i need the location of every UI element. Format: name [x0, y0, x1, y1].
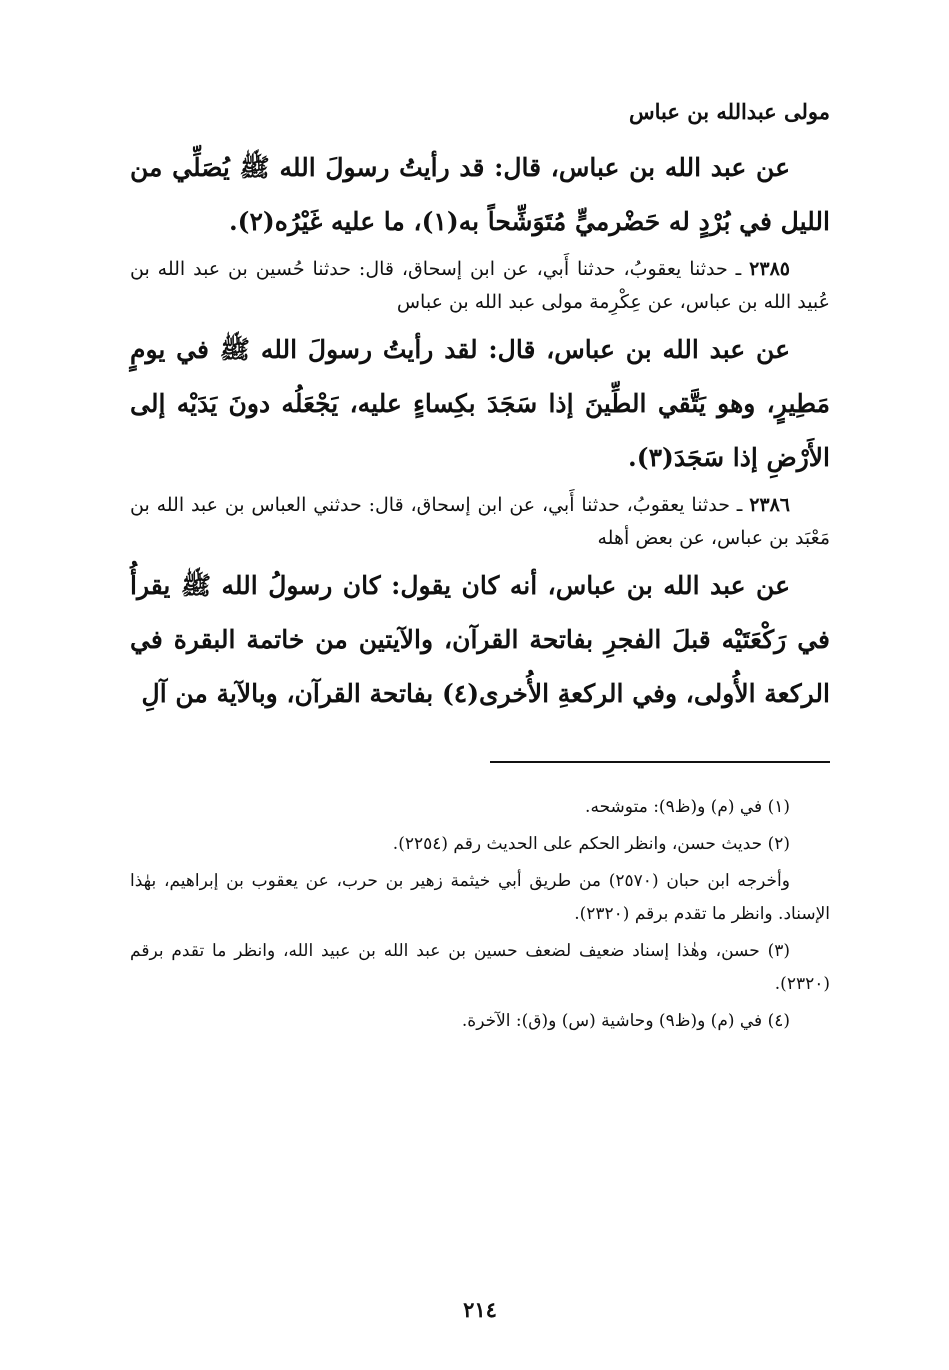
hadith-text-2385: عن عبد الله بن عباس، قال: لقد رأيتُ رسولَ الله ﷺ في يومٍ مَطِيرٍ، وهو يَتَّقي الطِّينَ إذا سَجَدَ بكِساءٍ عليه، يَجْعَلُه دونَ يَدَيْه إلى الأَرْضِ إذا سَجَدَ(٣). — [130, 335, 830, 472]
hadith-number-2385: ٢٣٨٥ — [749, 258, 790, 280]
hadith-number-2386: ٢٣٨٦ — [749, 494, 791, 516]
hadith-text-1: عن عبد الله بن عباس، قال: قد رأيتُ رسولَ الله ﷺ يُصَلِّي من الليل في بُرْدٍ له حَضْرميٍّ مُتَوَشِّحاً به(١)، ما عليه غَيْرُه(٢). — [130, 153, 830, 236]
footnote-4: (٤) في (م) و(ظ٩) وحاشية (س) و(ق): الآخرة. — [461, 1011, 790, 1031]
footnotes — [130, 791, 830, 1038]
isnad-2385 — [130, 253, 830, 319]
running-head: مولى عبدالله بن عباس — [629, 99, 830, 124]
book-page — [130, 95, 830, 1325]
footnote-2: (٢) حديث حسن، وانظر الحكم على الحديث رقم (٢٢٥٤). — [392, 834, 790, 854]
footnote-separator — [490, 761, 830, 763]
isnad-text-2386: ـ حدثنا يعقوبُ، حدثنا أَبي، عن ابن إسحاق، قال: حدثني العباس بن عبد الله بن مَعْبَد بن عباس، عن بعض أهله — [130, 494, 830, 549]
isnad-text-2385: ـ حدثنا يعقوبُ، حدثنا أَبي، عن ابن إسحاق، قال: حدثنا حُسين بن عبد الله بن عُبيد الله بن عباس، عن عِكْرِمة مولى عبد الله بن عباس — [130, 258, 830, 313]
footnote-3: (٣) حسن، وهٰذا إسناد ضعيف لضعف حسين بن عبد الله بن عبيد الله، وانظر ما تقدم برقم (٢٣٢٠). — [130, 941, 830, 994]
page-number: ٢١٤ — [463, 1297, 497, 1322]
isnad-2386 — [130, 489, 830, 555]
hadith-text-2386: عن عبد الله بن عباس، أنه كان يقول: كان رسولُ الله ﷺ يقرأُ في رَكْعَتَيْه قبلَ الفجرِ بفاتحة القرآن، والآيتين من خاتمة البقرة في الركعة الأُولى، وفي الركعةِ الأُخرى(٤) بفاتحة القرآن، وبالآية من آلِ — [130, 571, 830, 708]
footnote-1: (١) في (م) و(ظ٩): متوشحه. — [585, 797, 790, 817]
footnote-2-continued: وأخرجه ابن حبان (٢٥٧٠) من طريق أبي خيثمة زهير بن حرب، عن يعقوب بن إبراهيم، بهٰذا الإسناد. وانظر ما تقدم برقم (٢٣٢٠). — [130, 871, 830, 924]
